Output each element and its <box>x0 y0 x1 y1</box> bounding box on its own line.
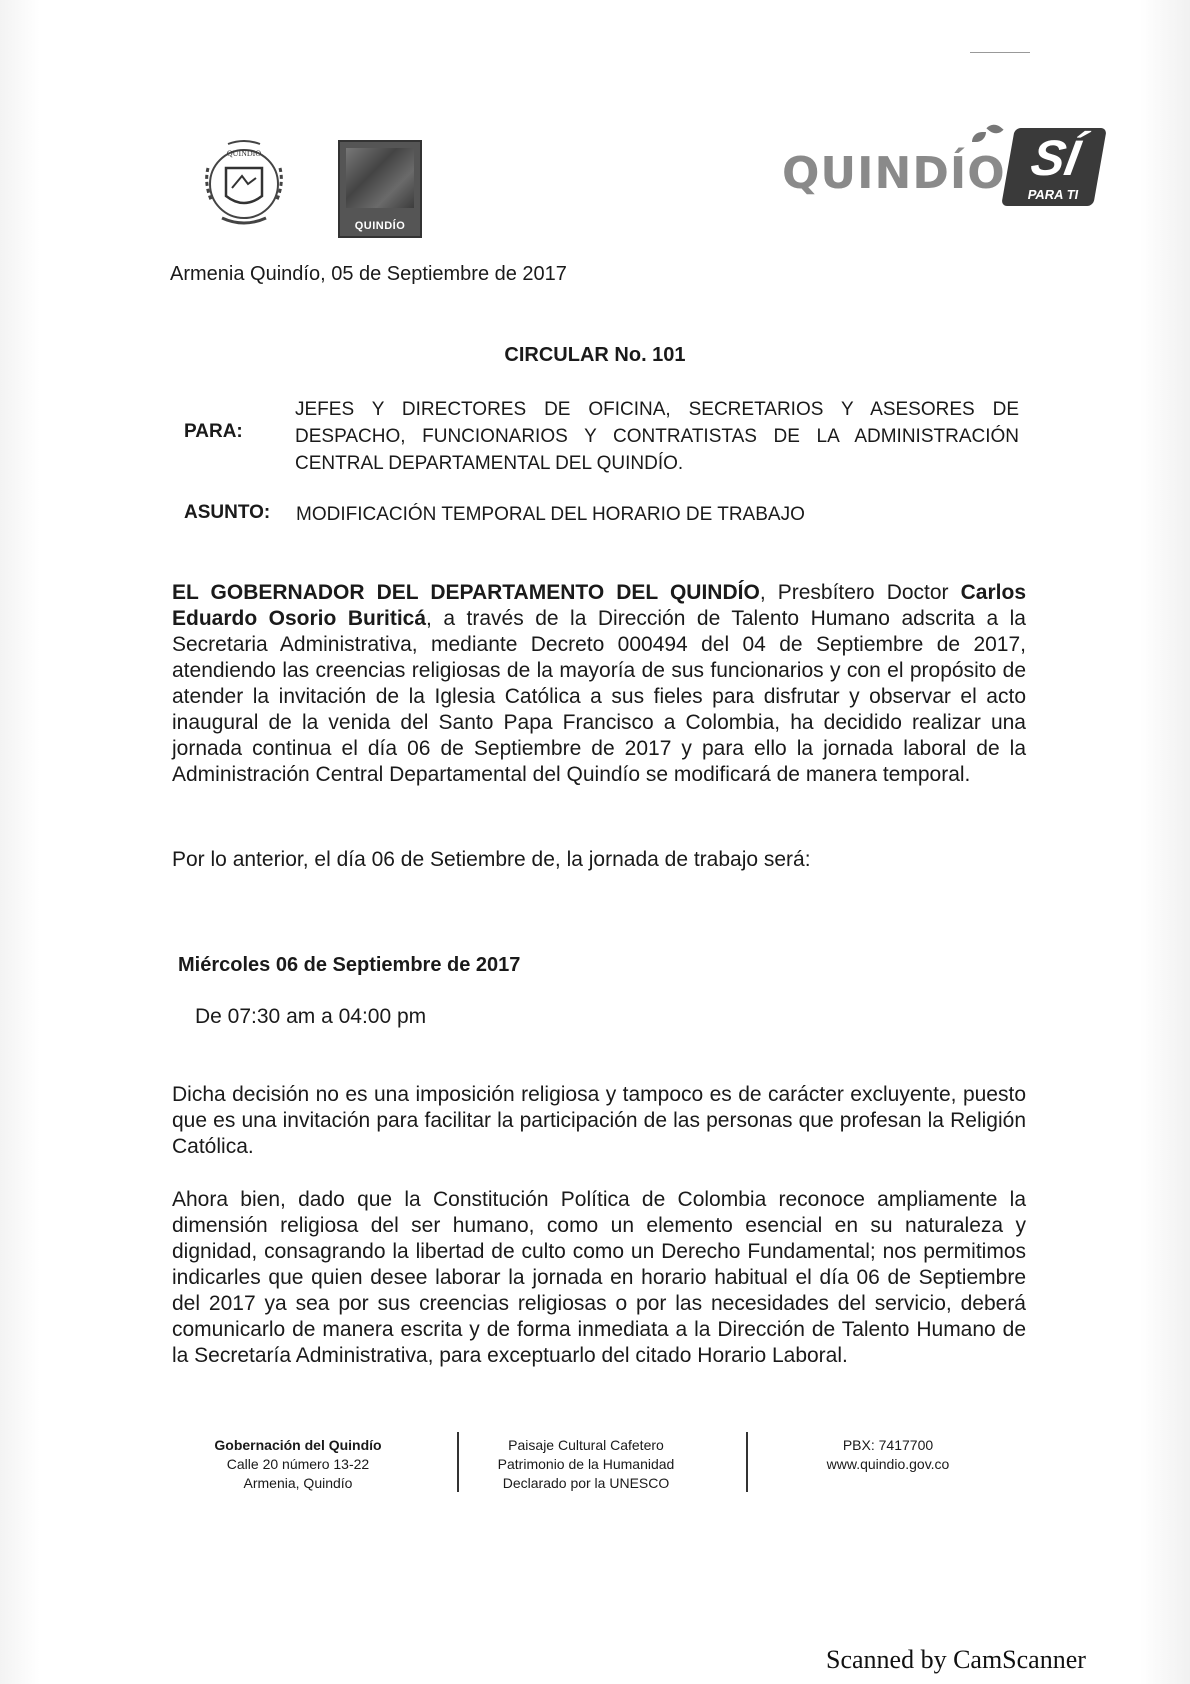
governor-title: EL GOBERNADOR DEL DEPARTAMENTO DEL QUINDÍO <box>172 581 760 604</box>
scan-mark <box>970 52 1030 53</box>
asunto-subject: MODIFICACIÓN TEMPORAL DEL HORARIO DE TRABAJO <box>296 504 805 525</box>
footer-heritage-line: Declarado por la UNESCO <box>502 1475 670 1491</box>
brand-word: QUINDÍO <box>782 148 1006 199</box>
scanner-watermark: Scanned by CamScanner <box>826 1645 1086 1674</box>
paragraph-disclaimer: Dicha decisión no es una imposición religiosa y tampoco es de carácter excluyente, puesto que es una invitación para facilitar la participación de las personas que profesan la Religión Católica. <box>172 1083 1026 1158</box>
paragraph-exception: Ahora bien, dado que la Constitución Política de Colombia reconoce ampliamente la dimensión religiosa del ser humano, como un elemento esencial en su naturaleza y dignidad, consagrando la libertad de culto como un Derecho Fundamental; nos permitimos indicarles que quien desee laborar la jornada en horario habitual el día 06 de Septiembre del 2017 ya sea por sus creencias religiosas o por las necesidades del servicio, deberá comunicarlo de manera escrita y de forma inmediata a la Dirección de Talento Humano de la Secretaría Administrativa, para exceptuarlo del citado Horario Laboral. <box>172 1188 1026 1367</box>
footer-address <box>180 1436 416 1493</box>
intro-text-a: , Presbítero Doctor <box>759 581 961 604</box>
footer-divider <box>457 1432 459 1492</box>
governor-name: Carlos Eduardo Osorio Buriticá <box>172 581 1026 630</box>
schedule-hours: De 07:30 am a 04:00 pm <box>195 1005 427 1028</box>
paragraph-intro <box>172 580 1026 788</box>
landscape-image <box>346 148 414 208</box>
footer-phone: PBX: 7417700 <box>842 1437 934 1453</box>
circular-title: CIRCULAR No. 101 <box>504 344 686 366</box>
quindio-flag-logo <box>338 140 422 238</box>
brand-tagline: PARA TI <box>1026 187 1080 202</box>
paragraph-schedule-intro: Por lo anterior, el día 06 de Setiembre de, la jornada de trabajo será: <box>172 848 811 871</box>
quindio-si-brand-logo <box>782 120 1122 220</box>
para-recipients: JEFES Y DIRECTORES DE OFICINA, SECRETARIOS Y ASESORES DE DESPACHO, FUNCIONARIOS Y CONTRATISTAS DE LA ADMINISTRACIÓN CENTRAL DEPARTAMENTAL DEL QUINDÍO. <box>295 399 1019 474</box>
leaf-icon <box>986 121 1003 138</box>
leaf-icon <box>972 132 986 142</box>
date-line: Armenia Quindío, 05 de Septiembre de 2017 <box>170 263 567 285</box>
footer-website: www.quindio.gov.co <box>826 1456 950 1472</box>
brand-si-badge <box>1001 128 1107 206</box>
footer-street: Calle 20 número 13-22 <box>226 1456 370 1472</box>
seal-text: QUINDIO <box>226 149 262 158</box>
footer-divider <box>746 1432 748 1492</box>
quindio-coat-of-arms-icon <box>198 138 290 230</box>
footer-org: Gobernación del Quindío <box>214 1437 382 1453</box>
footer-heritage <box>468 1436 704 1493</box>
footer-heritage-line: Paisaje Cultural Cafetero <box>508 1437 664 1453</box>
asunto-label: ASUNTO: <box>184 502 271 523</box>
footer-contact <box>770 1436 1006 1474</box>
footer-city: Armenia, Quindío <box>243 1475 353 1491</box>
schedule-day: Miércoles 06 de Septiembre de 2017 <box>178 954 521 976</box>
intro-text-b: , a través de la Dirección de Talento Humano adscrita a la Secretaria Administrativa, mediante Decreto 000494 del 04 de Septiembre de 2017, atendiendo las creencias religiosas de la mayoría de sus funcionarios y con el propósito de atender la invitación de la Iglesia Católica a sus fieles para disfrutar y observar el acto inaugural de la venida del Santo Papa Francisco a Colombia, ha decidido realizar una jornada continua el día 06 de Septiembre de 2017 y para ello la jornada laboral de la Administración Central Departamental del Quindío se modificará de manera temporal. <box>172 607 1026 786</box>
footer-heritage-line: Patrimonio de la Humanidad <box>497 1456 675 1472</box>
flag-label: QUINDÍO <box>354 220 406 232</box>
brand-si-text: SÍ <box>1027 130 1085 186</box>
para-label: PARA: <box>184 421 243 442</box>
